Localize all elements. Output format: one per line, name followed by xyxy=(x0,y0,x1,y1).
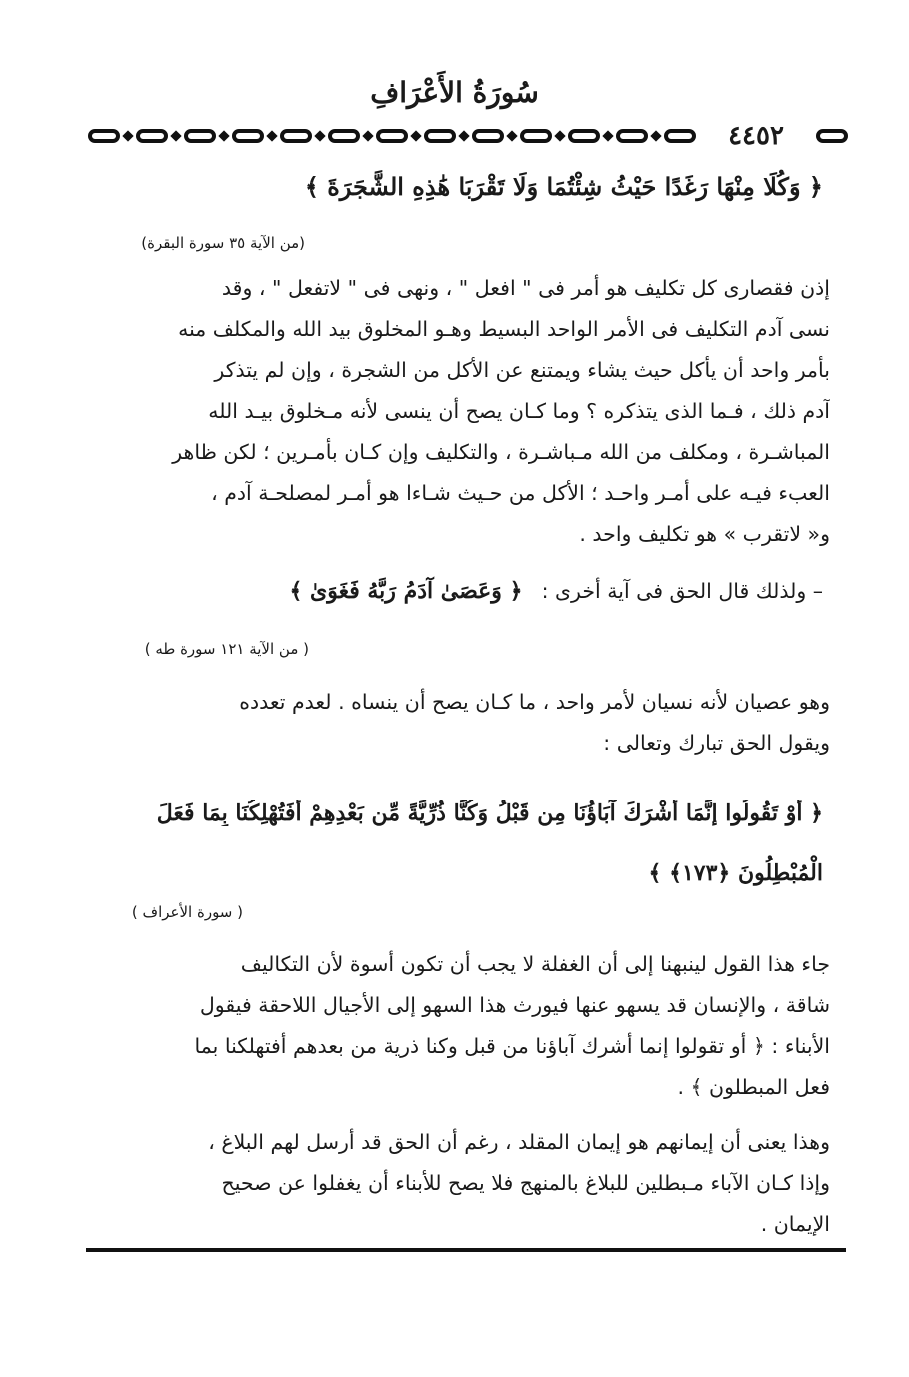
ornament-chain xyxy=(88,129,696,143)
text-line: الإيمان . xyxy=(760,1212,830,1236)
page-header-ornament xyxy=(88,116,848,156)
paragraph-4 xyxy=(100,1122,830,1245)
footer-rule xyxy=(86,1248,846,1252)
text-line: جاء هذا القول لينبهنا إلى أن الغفلة لا يجب أن تكون أسوة لأن التكاليف xyxy=(240,952,830,976)
surah-title: سُورَةُ الأَعْرَافِ xyxy=(370,76,539,109)
text-line: بأمر واحد أن يأكل حيث يشاء ويمتنع عن الأكل من الشجرة ، وإن لم يتذكر xyxy=(214,358,830,382)
text-line: العبء فيـه على أمـر واحـد ؛ الأكل من حـيث شـاءا هو أمـر لمصلحـة آدم ، xyxy=(211,481,830,505)
text-line: و« لاتقرب » هو تكليف واحد . xyxy=(579,522,830,546)
verse-reference: ( من الآية ١٢١ سورة طه ) xyxy=(144,640,309,658)
paragraph-3 xyxy=(100,944,830,1108)
verse-reference: ( سورة الأعراف ) xyxy=(131,903,243,921)
text-line: الأبناء : ﴿ أو تقولوا إنما أشرك آباؤنا من قبل وكنا ذرية من بعدهم أفتهلكنا بما xyxy=(194,1034,830,1058)
text-line: شاقة ، والإنسان قد يسهو عنها فيورث هذا السهو إلى الأجيال اللاحقة فيقول xyxy=(199,993,830,1017)
text-line: ويقول الحق تبارك وتعالى : xyxy=(603,731,830,755)
text-line: وهذا يعنى أن إيمانهم هو إيمان المقلد ، رغم أن الحق قد أرسل لهم البلاغ ، xyxy=(208,1130,830,1154)
text-line: إذن فقصارى كل تكليف هو أمر فى " افعل " ، ونهى فى " لاتفعل " ، وقد xyxy=(221,276,830,300)
paragraph-1 xyxy=(100,268,830,555)
ornament-chain-right xyxy=(816,129,848,143)
verse-reference: (من الآية ٣٥ سورة البقرة) xyxy=(141,234,305,252)
text-line: آدم ذلك ، فـما الذى يتذكره ؟ وما كـان يصح أن ينسى لأنه مـخلوق بيـد الله xyxy=(208,399,830,423)
paragraph-2 xyxy=(100,682,830,764)
verse-intro-line xyxy=(83,578,823,604)
quran-verse: ﴿ وَعَصَىٰ آدَمُ رَبَّهُ فَغَوَىٰ ﴾ xyxy=(289,578,523,604)
quran-verse: ﴿ وَكُلَا مِنْهَا رَغَدًا حَيْثُ شِئْتُمَا وَلَا تَقْرَبَا هَٰذِهِ الشَّجَرَةَ ﴾ xyxy=(304,172,823,201)
text-line: المباشـرة ، ومكلف من الله مـباشـرة ، والتكليف وإن كـان بأمـرين ؛ لكن ظاهر xyxy=(172,440,830,464)
quran-verse-line-1: ﴿ أَوْ تَقُولُوا إِنَّمَا أَشْرَكَ آبَاؤُنَا مِن قَبْلُ وَكُنَّا ذُرِّيَّةً مِّن بَعْدِهِمْ أَفَتُهْلِكُنَا بِمَا فَعَلَ xyxy=(156,800,823,826)
text-line: وهو عصيان لأنه نسيان لأمر واحد ، ما كـان يصح أن ينساه . لعدم تعدده xyxy=(239,690,830,714)
verse-intro: – ولذلك قال الحق فى آية أخرى : xyxy=(541,579,823,603)
page-number: ٤٤٥٢ xyxy=(728,121,784,151)
text-line: نسى آدم التكليف فى الأمر الواحد البسيط وهـو المخلوق بيد الله والمكلف منه xyxy=(178,317,830,341)
quran-verse-line-2: الْمُبْطِلُونَ ﴿١٧٣﴾ ﴾ xyxy=(648,860,823,886)
text-line: فعل المبطلون ﴾ . xyxy=(677,1075,830,1099)
text-line: وإذا كـان الآباء مـبطلين للبلاغ بالمنهج فلا يصح للأبناء أن يغفلوا عن صحيح xyxy=(221,1171,830,1195)
